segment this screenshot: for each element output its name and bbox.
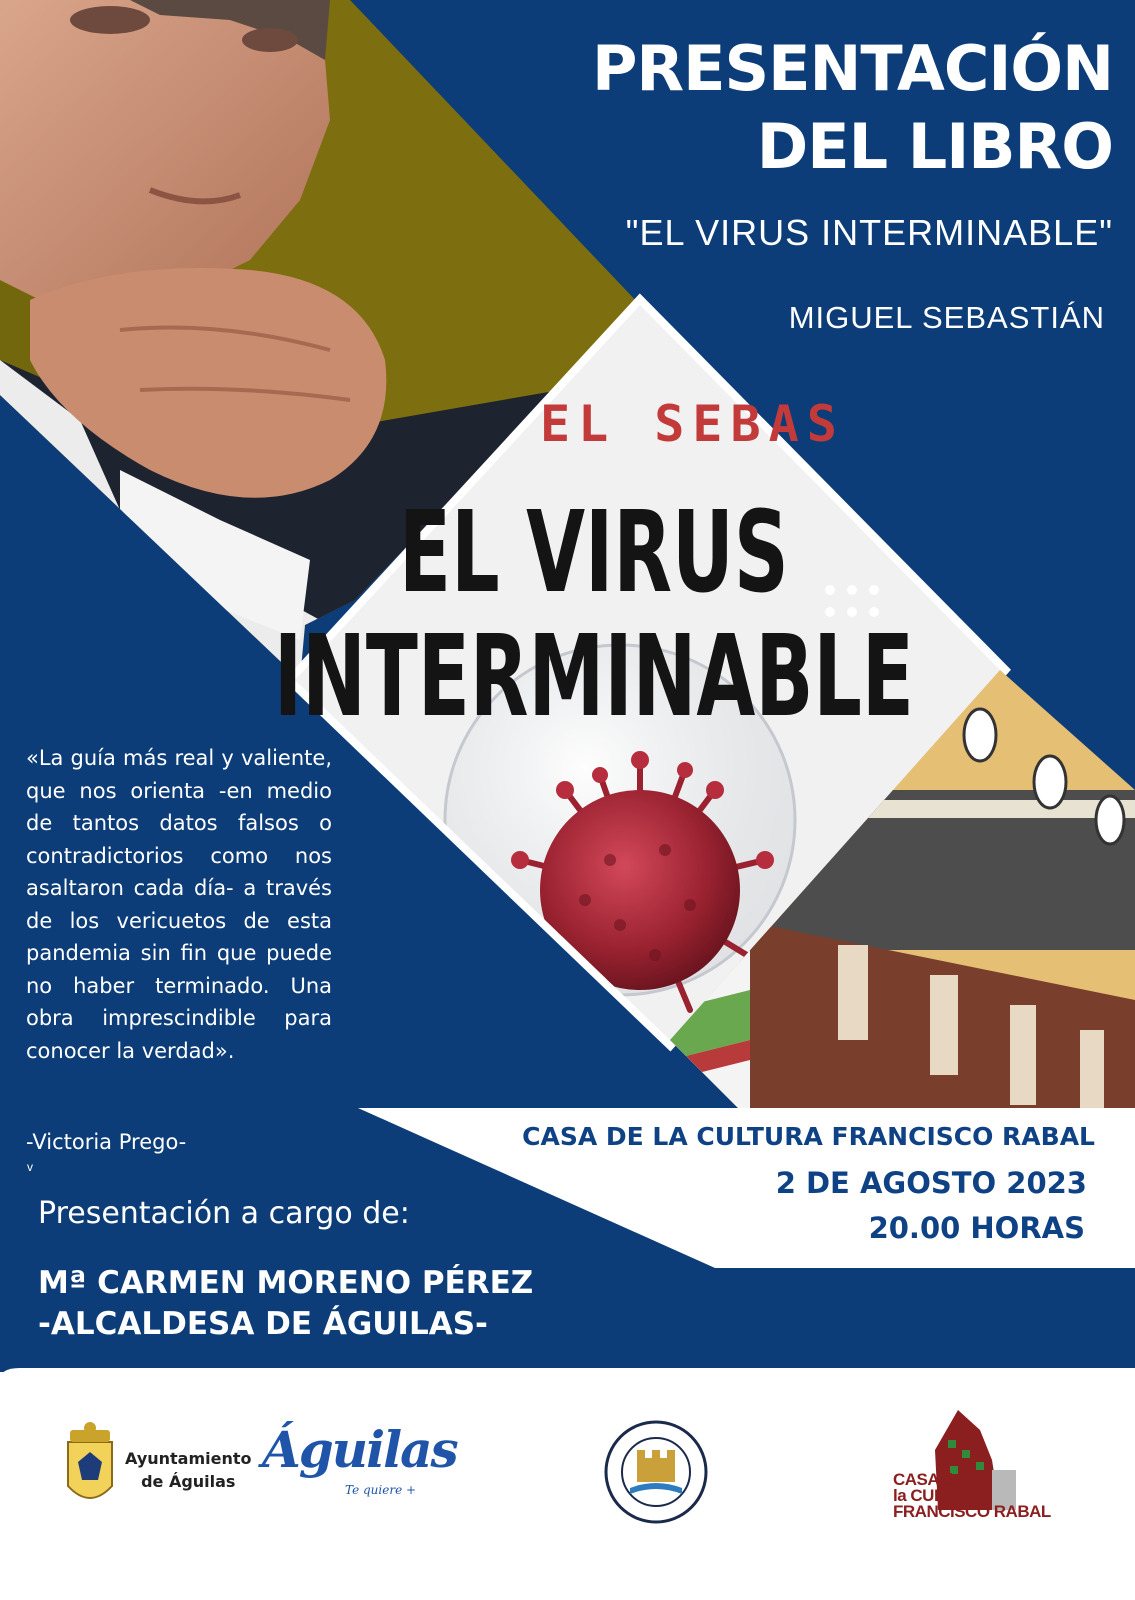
casa-line-1: CASA de xyxy=(893,1470,962,1489)
headline xyxy=(592,30,1113,186)
presenter-name: Mª CARMEN MORENO PÉREZ xyxy=(38,1265,534,1301)
cover-title-line-2: INTERMINABLE xyxy=(273,612,914,742)
amigos-cultura-seal-icon xyxy=(606,1422,706,1522)
ayuntamiento-crest-icon xyxy=(68,1422,112,1498)
event-date: 2 DE AGOSTO 2023 xyxy=(775,1166,1087,1200)
ayuntamiento-line-2: de Águilas xyxy=(141,1472,236,1491)
casa-cultura-logo-text xyxy=(893,1472,1051,1520)
casa-line-3: FRANCISCO RABAL xyxy=(893,1502,1051,1521)
aguilas-brand-logo: Águilas xyxy=(262,1420,457,1479)
aguilas-tagline: Te quiere + xyxy=(345,1483,417,1497)
casa-line-2: la CULTURA xyxy=(893,1486,988,1505)
event-venue: CASA DE LA CULTURA FRANCISCO RABAL xyxy=(522,1122,1095,1151)
quote-mark: v xyxy=(27,1160,33,1174)
author-name: MIGUEL SEBASTIÁN xyxy=(788,300,1105,335)
headline-line-2: DEL LIBRO xyxy=(756,110,1113,183)
ayuntamiento-line-1: Ayuntamiento xyxy=(125,1449,252,1468)
review-quote: «La guía más real y valiente, que nos orienta -en medio de tantos datos falsos o contradictorios como nos asaltaron cada día- a través de los vericuetos de esta pandemia sin fin que puede no haber terminado. Una obra imprescindible para conocer la verdad». xyxy=(26,746,332,1063)
headline-line-1: PRESENTACIÓN xyxy=(591,32,1113,105)
book-title: "EL VIRUS INTERMINABLE" xyxy=(625,212,1113,253)
presenter-label: Presentación a cargo de: xyxy=(38,1196,410,1231)
event-time: 20.00 HORAS xyxy=(868,1211,1085,1245)
cover-author-fragment: EL SEBAS xyxy=(540,395,845,453)
quote-attribution: -Victoria Prego- xyxy=(26,1130,187,1154)
cover-title-line-1: EL VIRUS xyxy=(399,488,789,618)
ayuntamiento-logo-text xyxy=(125,1447,252,1493)
presenter-role: -ALCALDESA DE ÁGUILAS- xyxy=(38,1306,488,1342)
